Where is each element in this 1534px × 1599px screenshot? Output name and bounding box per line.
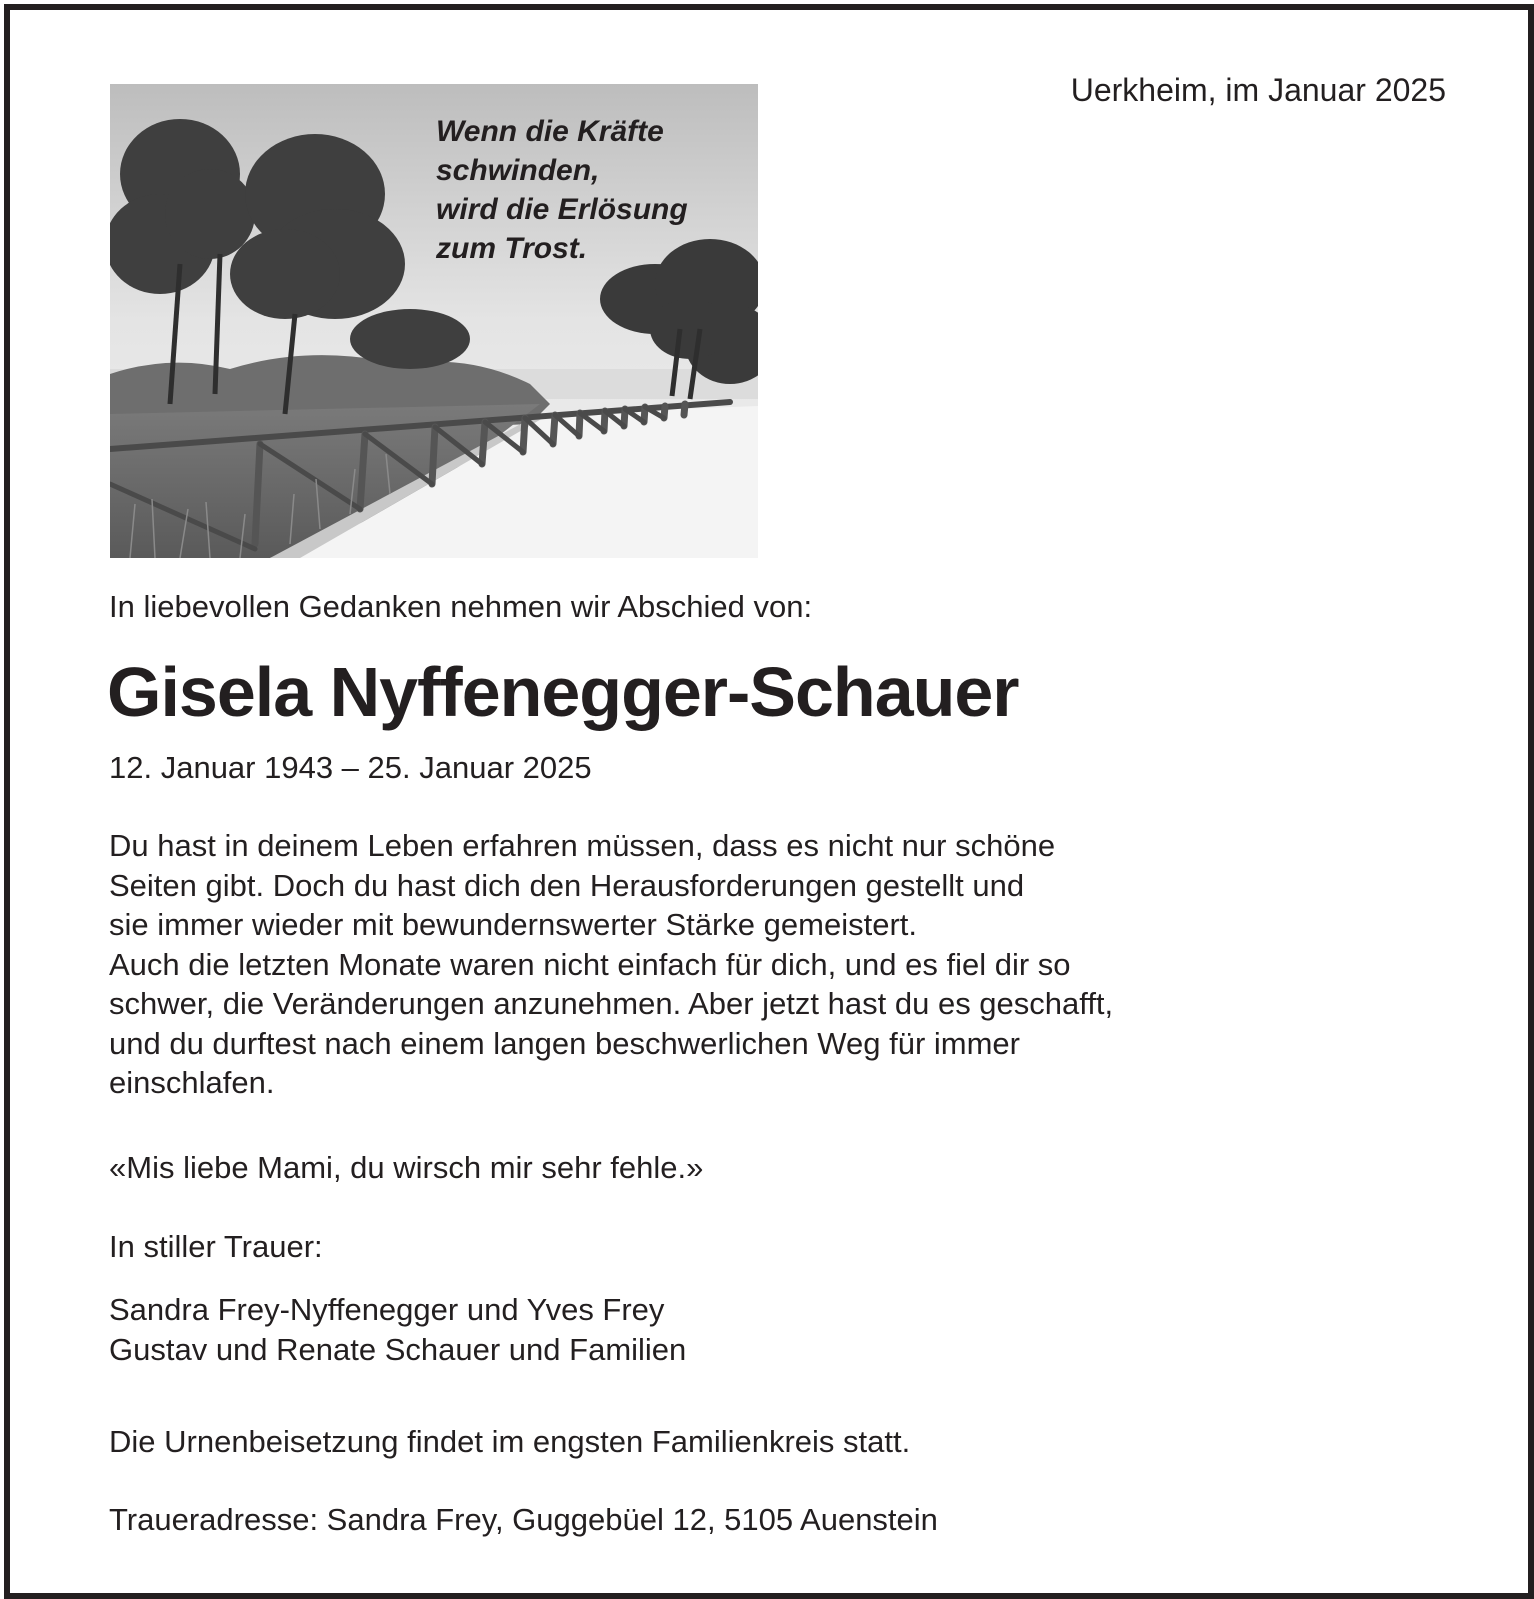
tribute-line: und du durftest nach einem langen beschwerlichen Weg für immer — [109, 1025, 1020, 1061]
intro-text: In liebevollen Gedanken nehmen wir Abschied von: — [109, 589, 813, 624]
mourning-address: Traueradresse: Sandra Frey, Guggebüel 12, 5105 Auenstein — [109, 1502, 938, 1537]
photo-quote-line: schwinden, — [436, 154, 600, 187]
family-list — [109, 1290, 686, 1370]
photo-quote — [436, 112, 748, 268]
photo-quote-line: zum Trost. — [436, 232, 588, 265]
tribute-text — [109, 826, 1113, 1103]
photo-quote-line: wird die Erlösung — [436, 193, 688, 226]
landscape-photo — [110, 84, 758, 558]
deceased-name: Gisela Nyffenegger-Schauer — [107, 653, 1019, 731]
personal-quote: «Mis liebe Mami, du wirsch mir sehr fehle.» — [109, 1150, 704, 1185]
burial-note: Die Urnenbeisetzung findet im engsten Familienkreis statt. — [109, 1424, 911, 1459]
tribute-line: schwer, die Veränderungen anzunehmen. Aber jetzt hast du es geschafft, — [109, 986, 1114, 1021]
photo-quote-line: Wenn die Kräfte — [436, 115, 664, 148]
tribute-line: Auch die letzten Monate waren nicht einfach für dich, und es fiel dir so — [109, 946, 1071, 982]
tribute-line: Du hast in deinem Leben erfahren müssen, dass es nicht nur schöne — [109, 828, 1056, 863]
tribute-line: Seiten gibt. Doch du hast dich den Herausforderungen gestellt und — [109, 867, 1025, 903]
tribute-line: einschlafen. — [109, 1065, 275, 1100]
mourning-label: In stiller Trauer: — [109, 1229, 323, 1264]
tribute-line: sie immer wieder mit bewundernswerter Stärke gemeistert. — [109, 907, 917, 942]
family-line: Gustav und Renate Schauer und Familien — [109, 1332, 687, 1367]
place-date: Uerkheim, im Januar 2025 — [1070, 72, 1446, 108]
life-dates: 12. Januar 1943 – 25. Januar 2025 — [109, 750, 592, 785]
family-line: Sandra Frey-Nyffenegger und Yves Frey — [109, 1292, 665, 1327]
